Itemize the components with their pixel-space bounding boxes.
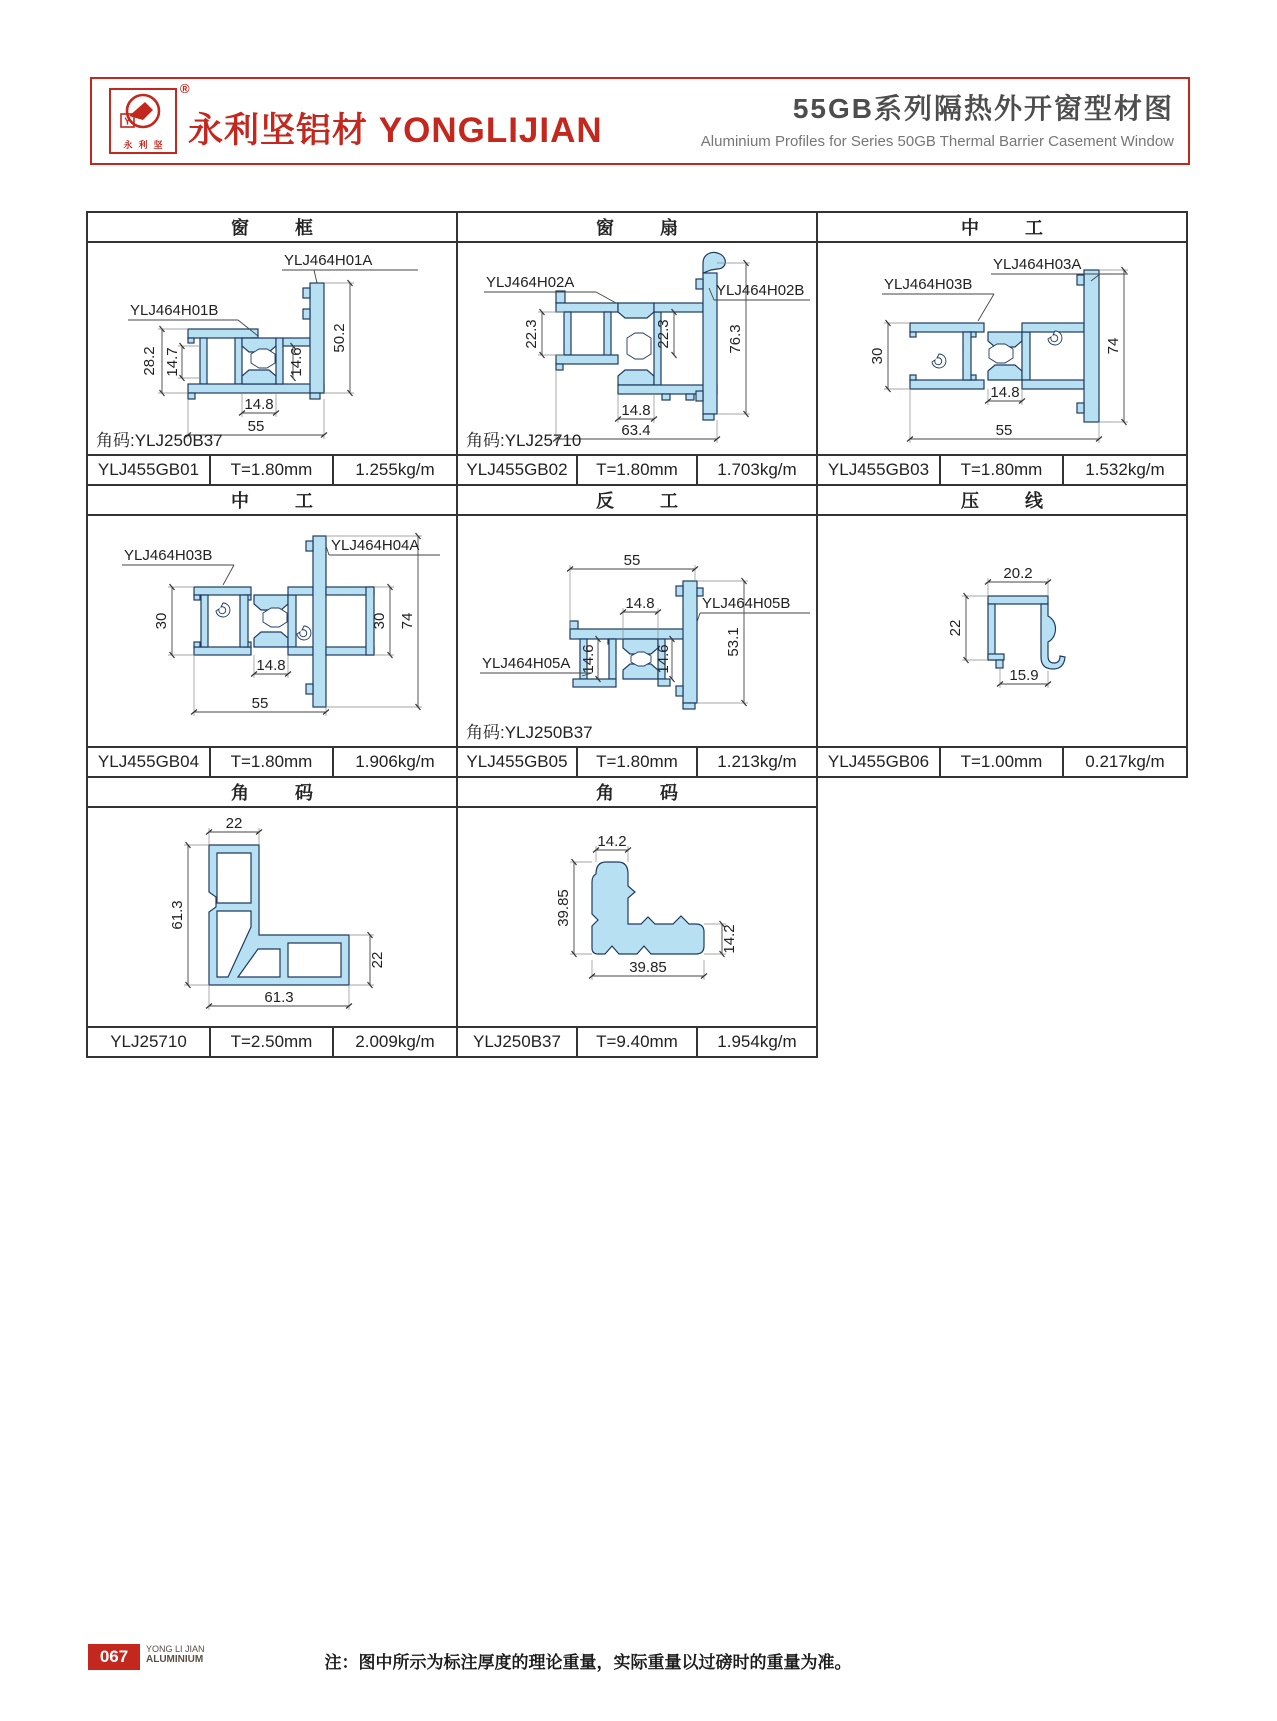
drawing-cell-gb01 xyxy=(88,243,456,454)
spec-weight: 1.906kg/m xyxy=(334,748,456,776)
profile-diagram-gb03 xyxy=(818,243,1186,454)
spec-thickness: T=1.80mm xyxy=(578,456,696,484)
dim-right-height: 76.3 xyxy=(727,324,744,354)
part-label-a: YLJ464H03A xyxy=(993,256,1082,273)
spec-thickness: T=2.50mm xyxy=(211,1028,332,1056)
spec-thickness: T=9.40mm xyxy=(578,1028,696,1056)
dim-left: 30 xyxy=(153,612,170,630)
part-label-a: YLJ464H05A xyxy=(482,655,571,672)
dim-total-width: 55 xyxy=(251,695,269,712)
part-label-a: YLJ464H04A xyxy=(331,537,420,554)
spec-weight: 0.217kg/m xyxy=(1064,748,1186,776)
drawing-cell-gb05 xyxy=(458,516,816,746)
page-subtitle: Aluminium Profiles for Series 50GB Thermal Barrier Casement Window xyxy=(700,133,1174,150)
cell-title-mullion: 中 工 xyxy=(818,213,1186,241)
dim-total-width: 55 xyxy=(247,418,265,435)
profile-diagram-gb04 xyxy=(88,516,456,746)
dimensions xyxy=(555,833,738,980)
part-label-b: YLJ464H02B xyxy=(716,282,805,299)
part-label-b: YLJ464H03B xyxy=(124,547,213,564)
dim-mid-width: 14.8 xyxy=(990,384,1020,401)
profile-table-row-1 xyxy=(86,211,1188,486)
corner-code-note: 角码:YLJ25710 xyxy=(466,431,582,450)
dim-mid: 22.3 xyxy=(655,319,672,349)
part-label-a: YLJ464H01A xyxy=(284,252,373,269)
profile-diagram-gb01 xyxy=(88,243,456,454)
logo-characters: 永利坚 xyxy=(123,140,169,150)
dim-box: 30 xyxy=(371,612,388,630)
spec-model: YLJ455GB01 xyxy=(88,456,209,484)
cell-title-sash: 窗 扇 xyxy=(458,213,816,241)
page-number-badge: 067 xyxy=(88,1644,140,1670)
spec-weight: 1.703kg/m xyxy=(698,456,816,484)
spec-weight: 1.255kg/m xyxy=(334,456,456,484)
dim-left: 30 xyxy=(869,347,886,365)
profile-shape xyxy=(194,536,374,707)
drawing-cell-gb02 xyxy=(458,243,816,454)
part-label-a: YLJ464H02A xyxy=(486,274,575,291)
footer-note: 注：图中所示为标注厚度的理论重量，实际重量以过磅时的重量为准。 xyxy=(324,1653,852,1672)
spec-model: YLJ25710 xyxy=(88,1028,209,1056)
dim-bottom-width: 39.85 xyxy=(629,959,667,976)
dim-right-height: 74 xyxy=(399,612,416,630)
part-label-b: YLJ464H03B xyxy=(884,276,973,293)
spec-weight: 1.954kg/m xyxy=(698,1028,816,1056)
dim-bottom-width: 15.9 xyxy=(1009,667,1039,684)
dimensions xyxy=(947,565,1048,688)
spec-thickness: T=1.80mm xyxy=(941,456,1062,484)
dim-right-height: 74 xyxy=(1105,337,1122,355)
registered-trademark-icon: ® xyxy=(180,81,190,96)
dim-right-height: 22 xyxy=(369,951,386,969)
dim-left-height: 22 xyxy=(947,619,964,637)
page-title: 55GB系列隔热外开窗型材图 xyxy=(792,93,1174,124)
dim-right-height: 50.2 xyxy=(331,323,348,353)
dim-right-box: 14.6 xyxy=(655,644,672,674)
spec-model: YLJ250B37 xyxy=(458,1028,576,1056)
profile-shape xyxy=(209,845,349,985)
profile-table-row-3 xyxy=(86,776,818,1058)
spec-model: YLJ455GB04 xyxy=(88,748,209,776)
logo-swirl-icon xyxy=(111,90,171,132)
page-title-block xyxy=(701,87,1174,150)
profile-diagram-gb06 xyxy=(818,516,1186,746)
cell-title-corner-2: 角 码 xyxy=(458,778,816,806)
spec-model: YLJ455GB06 xyxy=(818,748,939,776)
profile-diagram-250b37 xyxy=(458,808,816,1026)
dim-mid-width: 14.8 xyxy=(256,657,286,674)
corner-code-note: 角码:YLJ250B37 xyxy=(466,723,593,742)
dim-top-width: 14.2 xyxy=(597,833,627,850)
profile-shape xyxy=(556,252,725,420)
spec-thickness: T=1.80mm xyxy=(211,456,332,484)
profile-diagram-gb02 xyxy=(458,243,816,454)
dim-right-height: 14.2 xyxy=(721,924,738,954)
dim-left-inner: 14.7 xyxy=(164,347,181,377)
spec-model: YLJ455GB02 xyxy=(458,456,576,484)
cell-title-corner-1: 角 码 xyxy=(88,778,456,806)
company-logo xyxy=(109,88,177,154)
drawing-cell-25710 xyxy=(88,808,456,1026)
dim-mid-width: 14.8 xyxy=(244,396,274,413)
drawing-cell-gb03 xyxy=(818,243,1186,454)
dim-mid-width: 14.8 xyxy=(625,595,655,612)
profile-shape xyxy=(188,283,324,399)
profile-shape xyxy=(592,862,704,954)
cell-title-frame: 窗 框 xyxy=(88,213,456,241)
cell-title-reverse: 反 工 xyxy=(458,486,816,514)
header-band xyxy=(90,77,1190,165)
drawing-cell-gb06 xyxy=(818,516,1186,746)
dim-top-width: 55 xyxy=(623,552,641,569)
dim-left-box: 14.6 xyxy=(580,644,597,674)
dim-left-height: 61.3 xyxy=(169,900,186,930)
part-labels xyxy=(122,537,440,585)
spec-weight: 1.213kg/m xyxy=(698,748,816,776)
corner-code-note: 角码:YLJ250B37 xyxy=(96,431,223,450)
drawing-cell-250b37 xyxy=(458,808,816,1026)
dim-mid-width: 14.8 xyxy=(621,402,651,419)
dim-left-height: 39.85 xyxy=(555,889,572,927)
spec-weight: 2.009kg/m xyxy=(334,1028,456,1056)
part-labels xyxy=(484,274,810,303)
company-name xyxy=(188,103,603,153)
profile-shape xyxy=(988,596,1065,669)
spec-thickness: T=1.80mm xyxy=(578,748,696,776)
dim-mid-inner: 14.6 xyxy=(288,347,305,377)
dim-top-width: 20.2 xyxy=(1003,565,1033,582)
dim-total-width: 63.4 xyxy=(621,422,651,439)
company-name-en: YONGLIJIAN xyxy=(378,111,603,150)
profile-table-row-2 xyxy=(86,484,1188,778)
profile-diagram-25710 xyxy=(88,808,456,1026)
part-label-b: YLJ464H05B xyxy=(702,595,791,612)
spec-model: YLJ455GB05 xyxy=(458,748,576,776)
cell-title-bead: 压 线 xyxy=(818,486,1186,514)
dim-bottom-width: 61.3 xyxy=(264,989,294,1006)
dim-left-outer: 28.2 xyxy=(141,346,158,376)
profile-diagram-gb05 xyxy=(458,516,816,746)
spec-thickness: T=1.80mm xyxy=(211,748,332,776)
dim-left: 22.3 xyxy=(523,319,540,349)
spec-thickness: T=1.00mm xyxy=(941,748,1062,776)
part-labels xyxy=(128,252,418,336)
footer-brand-line1: YONG LI JIAN xyxy=(146,1644,205,1654)
dim-right-height: 53.1 xyxy=(725,627,742,657)
spec-model: YLJ455GB03 xyxy=(818,456,939,484)
drawing-cell-gb04 xyxy=(88,516,456,746)
footer-brand-line2: ALUMINIUM xyxy=(146,1654,204,1666)
dim-total-width: 55 xyxy=(995,422,1013,439)
spec-weight: 1.532kg/m xyxy=(1064,456,1186,484)
company-name-cn: 永利坚铝材 xyxy=(188,111,369,150)
svg-text:Y: Y xyxy=(124,116,131,128)
cell-title-mullion-2: 中 工 xyxy=(88,486,456,514)
dim-top-width: 22 xyxy=(225,815,243,832)
part-label-b: YLJ464H01B xyxy=(130,302,219,319)
